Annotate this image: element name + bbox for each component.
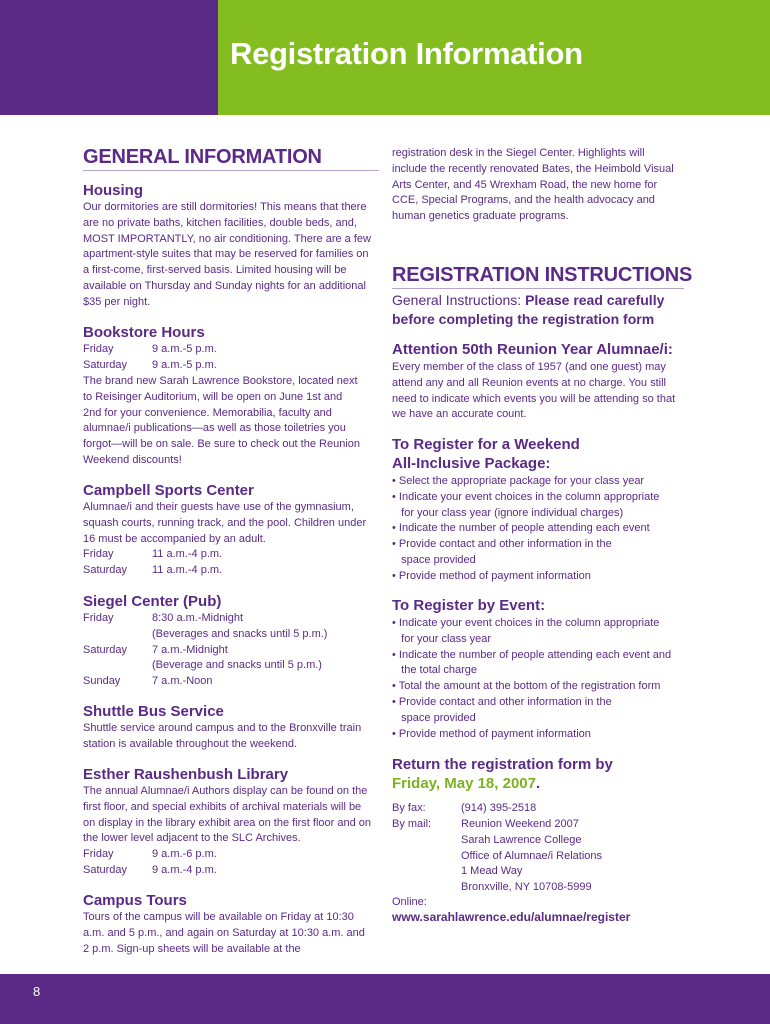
header-purple-block — [0, 0, 218, 115]
hours-time: 11 a.m.-4 p.m. — [152, 548, 223, 560]
text-line: 1 Mead Way — [461, 865, 523, 878]
hours-day: Friday — [83, 548, 114, 560]
event-steps — [392, 616, 671, 742]
hours-day: Saturday — [83, 643, 128, 656]
text-line: Bronxville, NY 10708-5999 — [461, 881, 592, 894]
housing-text — [83, 200, 371, 311]
text-line: • Provide contact and other information in the — [392, 538, 612, 551]
registration-instructions-heading: REGISTRATION INSTRUCTIONS — [392, 264, 693, 286]
attention-text — [392, 360, 675, 423]
return-deadline — [392, 775, 540, 792]
text-line: The annual Alumnae/i Authors display can be found on the — [83, 785, 368, 797]
text-line: the lower level adjacent to the SLC Archives. — [83, 832, 301, 845]
text-line: for your class year (ignore individual charges) — [392, 506, 624, 519]
hours-day: Friday — [83, 612, 114, 624]
hours-time: (Beverage and snacks until 5 p.m.) — [152, 659, 322, 672]
text-line: Alumnae/i and their guests have use of the gymnasium, — [83, 501, 354, 513]
text-line: Shuttle service around campus and to the Bronxville train — [83, 722, 362, 734]
text-line: human genetics graduate programs. — [392, 210, 569, 223]
text-line: available on Thursday and Sunday nights for an additional — [83, 279, 366, 292]
text-line: • Indicate the number of people attending each event and — [392, 648, 672, 661]
hours-time: 9 a.m.-5 p.m. — [152, 343, 217, 355]
text-line: squash courts, running track, and the pool. Children under — [83, 516, 367, 529]
shuttle-text — [83, 721, 361, 753]
text-line: Our dormitories are still dormitories! This means that there — [83, 201, 367, 213]
page-number: 8 — [33, 984, 41, 999]
text-line: to Reisinger Auditorium, will be open on June 1st and — [83, 390, 343, 403]
general-instructions — [392, 292, 664, 308]
text-line: for your class year — [392, 632, 492, 645]
text-line: • Provide method of payment information — [392, 727, 591, 740]
text-line: first floor, and special exhibits of archival materials will be — [83, 800, 362, 813]
heading-rule — [392, 288, 684, 289]
online-label: Online: — [392, 896, 427, 908]
housing-heading: Housing — [83, 182, 143, 199]
text-line: need to indicate which events you will be attending so that — [392, 392, 676, 405]
text-line: • Indicate your event choices in the column appropriate — [392, 617, 660, 629]
hours-time: (Beverages and snacks until 5 p.m.) — [152, 627, 328, 640]
hours-time: 9 a.m.-4 p.m. — [152, 863, 217, 876]
text-line: on display in the library exhibit area on the first floor and on — [83, 816, 371, 829]
campus-tours-continued — [392, 146, 674, 225]
registration-url-link[interactable]: www.sarahlawrence.edu/alumnae/register — [392, 910, 631, 924]
bookstore-heading: Bookstore Hours — [83, 324, 205, 341]
text-line: we have an accurate count. — [392, 408, 527, 421]
weekend-heading-2: All-Inclusive Package: — [392, 455, 551, 472]
hours-day: Friday — [83, 848, 114, 860]
hours-day: Sunday — [83, 675, 121, 688]
library-text — [83, 784, 371, 847]
text-line: Arts Center, and 45 Wrexham Road, the new home for — [392, 178, 658, 191]
hours-time: 7 a.m.-Midnight — [152, 643, 228, 656]
text-line: 2 p.m. Sign-up sheets will be available at the — [83, 942, 301, 955]
text-line: station is available throughout the weekend. — [83, 737, 298, 750]
bookstore-text — [83, 374, 360, 469]
page-title: Registration Information — [230, 36, 583, 71]
text-line: Sarah Lawrence College — [461, 833, 582, 846]
campus-tours-heading: Campus Tours — [83, 892, 187, 909]
hours-day: Saturday — [83, 563, 128, 576]
shuttle-heading: Shuttle Bus Service — [83, 703, 224, 720]
general-instructions-label: General Instructions: — [392, 292, 522, 308]
text-line: MOST IMPORTANTLY, no air conditioning. There are a few — [83, 232, 371, 245]
text-line: space provided — [392, 553, 476, 566]
sports-center-text — [83, 500, 366, 547]
text-line: $35 per night. — [83, 295, 151, 308]
text-line: alumnae/i publications—as well as those toiletries you — [83, 422, 346, 435]
text-line: space provided — [392, 711, 476, 724]
text-line: registration desk in the Siegel Center. Highlights will — [392, 147, 645, 159]
siegel-center-heading: Siegel Center (Pub) — [83, 593, 222, 610]
library-heading: Esther Raushenbush Library — [83, 766, 289, 783]
text-line: a.m. and 5 p.m., and again on Saturday at 10:30 a.m. and — [83, 926, 365, 939]
fax-number: (914) 395-2518 — [461, 802, 537, 814]
campus-tours-text — [83, 910, 365, 957]
general-instructions-text-2: before completing the registration form — [392, 311, 655, 327]
mail-label: By mail: — [392, 818, 432, 830]
hours-time: 9 a.m.-6 p.m. — [152, 848, 217, 860]
text-line: • Select the appropriate package for your class year — [392, 475, 645, 487]
text-line: • Indicate your event choices in the column appropriate — [392, 490, 660, 503]
return-heading: Return the registration form by — [392, 756, 613, 773]
sports-center-heading: Campbell Sports Center — [83, 482, 254, 499]
hours-day: Friday — [83, 343, 114, 355]
heading-rule — [83, 170, 379, 171]
return-date: Friday, May 18, 2007 — [392, 775, 536, 792]
hours-time: 7 a.m.-Noon — [152, 675, 213, 688]
text-line: Every member of the class of 1957 (and one guest) may — [392, 361, 666, 373]
fax-label: By fax: — [392, 802, 426, 814]
hours-time: 9 a.m.-5 p.m. — [152, 358, 217, 371]
weekend-heading-1: To Register for a Weekend — [392, 436, 580, 453]
text-line: Tours of the campus will be available on Friday at 10:30 — [83, 911, 354, 923]
return-period: . — [535, 775, 541, 792]
text-line: • Provide contact and other information in the — [392, 695, 612, 708]
text-line: The brand new Sarah Lawrence Bookstore, located next — [83, 375, 358, 387]
footer-bar — [0, 974, 770, 1024]
mail-address — [461, 817, 602, 896]
text-line: 2nd for your convenience. Memorabilia, faculty and — [83, 406, 332, 419]
hours-time: 11 a.m.-4 p.m. — [152, 563, 223, 576]
hours-time: 8:30 a.m.-Midnight — [152, 612, 244, 624]
text-line: • Indicate the number of people attending each event — [392, 522, 650, 535]
general-instructions-text-1: Please read carefully — [525, 292, 665, 308]
text-line: attend any and all Reunion events at no charge. You still — [392, 376, 666, 389]
text-line: Reunion Weekend 2007 — [461, 818, 579, 830]
text-line: • Provide method of payment information — [392, 569, 591, 582]
text-line: CCE, Special Programs, and the health advocacy and — [392, 194, 655, 207]
event-heading: To Register by Event: — [392, 597, 546, 614]
hours-day: Saturday — [83, 358, 128, 371]
text-line: are no private baths, kitchen facilities, double beds, and, — [83, 216, 357, 229]
text-line: forgot—will be on sale. Be sure to check out the Reunion — [83, 438, 360, 451]
text-line: Weekend discounts! — [83, 453, 182, 466]
text-line: include the recently renovated Bates, the Heimbold Visual — [392, 162, 674, 175]
text-line: the total charge — [392, 664, 477, 677]
text-line: 16 must be accompanied by an adult. — [83, 532, 266, 545]
weekend-steps — [392, 474, 659, 585]
general-information-heading: GENERAL INFORMATION — [83, 146, 322, 168]
text-line: apartment-style suites that may be reserved for families on — [83, 248, 369, 261]
attention-heading: Attention 50th Reunion Year Alumnae/i: — [392, 341, 673, 358]
text-line: Office of Alumnae/i Relations — [461, 849, 603, 862]
text-line: • Total the amount at the bottom of the registration form — [392, 680, 661, 693]
hours-day: Saturday — [83, 863, 128, 876]
text-line: a first-come, first-served basis. Limited housing will be — [83, 264, 347, 277]
